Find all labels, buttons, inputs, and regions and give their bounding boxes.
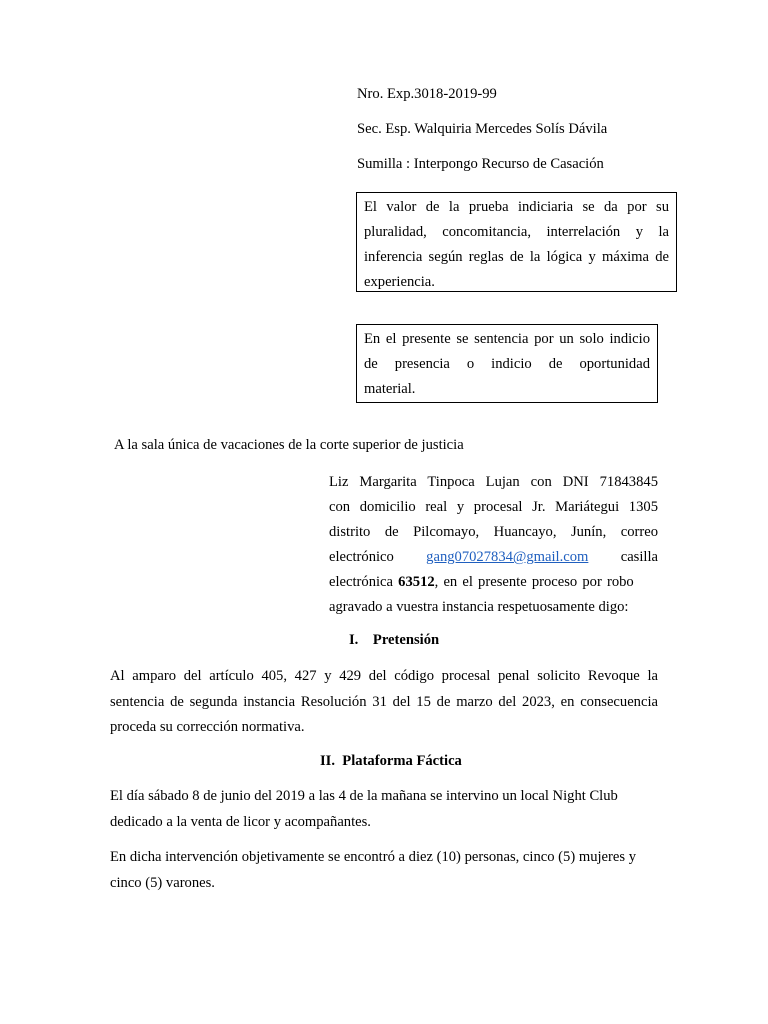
party-line: con domicilio real y procesal Jr. Mariátegui 1305 [329, 499, 658, 515]
box1-line: pluralidad, concomitancia, interrelación y la [364, 224, 669, 240]
factual-paragraph-2: En dicha intervención objetivamente se encontró a diez (10) personas, cinco (5) mujeres y cinco (5) varones. [110, 849, 636, 891]
party-line: agravado a vuestra instancia respetuosamente digo: [329, 599, 629, 615]
summary-box-indicio [356, 324, 658, 403]
casilla-label: casilla [620, 549, 658, 565]
box1-line: experiencia. [364, 274, 435, 290]
party-line-email [329, 545, 658, 570]
box1-line: inferencia según reglas de la lógica y máxima de [364, 249, 669, 265]
secretary-line: Sec. Esp. Walquiria Mercedes Solís Dávila [357, 121, 608, 137]
email-label: electrónico [329, 549, 394, 565]
party-block [329, 470, 658, 620]
party-line-casilla [329, 570, 658, 595]
pretension-paragraph: Al amparo del artículo 405, 427 y 429 del código procesal penal solicito Revoque la sentencia de segunda instancia Resolución 31 del 15 de marzo del 2023, en consecuencia proceda su corrección normativa. [110, 668, 658, 735]
sumilla-line: Sumilla : Interpongo Recurso de Casación [357, 156, 604, 172]
box2-line: En el presente se sentencia por un solo indicio [364, 331, 650, 347]
casilla-number: 63512 [398, 574, 435, 590]
section-heading-pretension: I. Pretensión [349, 632, 440, 648]
addressee-line: A la sala única de vacaciones de la corte superior de justicia [114, 437, 464, 453]
summary-box-prueba-indiciaria [356, 192, 677, 292]
casilla-electronica-label: electrónica [329, 574, 394, 590]
email-link[interactable]: gang07027834@gmail.com [426, 549, 589, 565]
expediente-number: Nro. Exp.3018-2019-99 [357, 86, 497, 102]
party-line: Liz Margarita Tinpoca Lujan con DNI 71843845 [329, 474, 658, 490]
factual-paragraph-1: El día sábado 8 de junio del 2019 a las 4 de la mañana se intervino un local Night Club dedicado a la venta de licor y acompañantes. [110, 788, 618, 830]
box2-line: de presencia o indicio de oportunidad [364, 356, 650, 372]
section-heading-plataforma-factica: II. Plataforma Fáctica [320, 753, 462, 769]
box2-line: material. [364, 381, 416, 397]
party-line: distrito de Pilcomayo, Huancayo, Junín, correo [329, 524, 658, 540]
party-line5-rest: , en el presente proceso por robo [434, 574, 634, 590]
box1-line: El valor de la prueba indiciaria se da por su [364, 199, 669, 215]
